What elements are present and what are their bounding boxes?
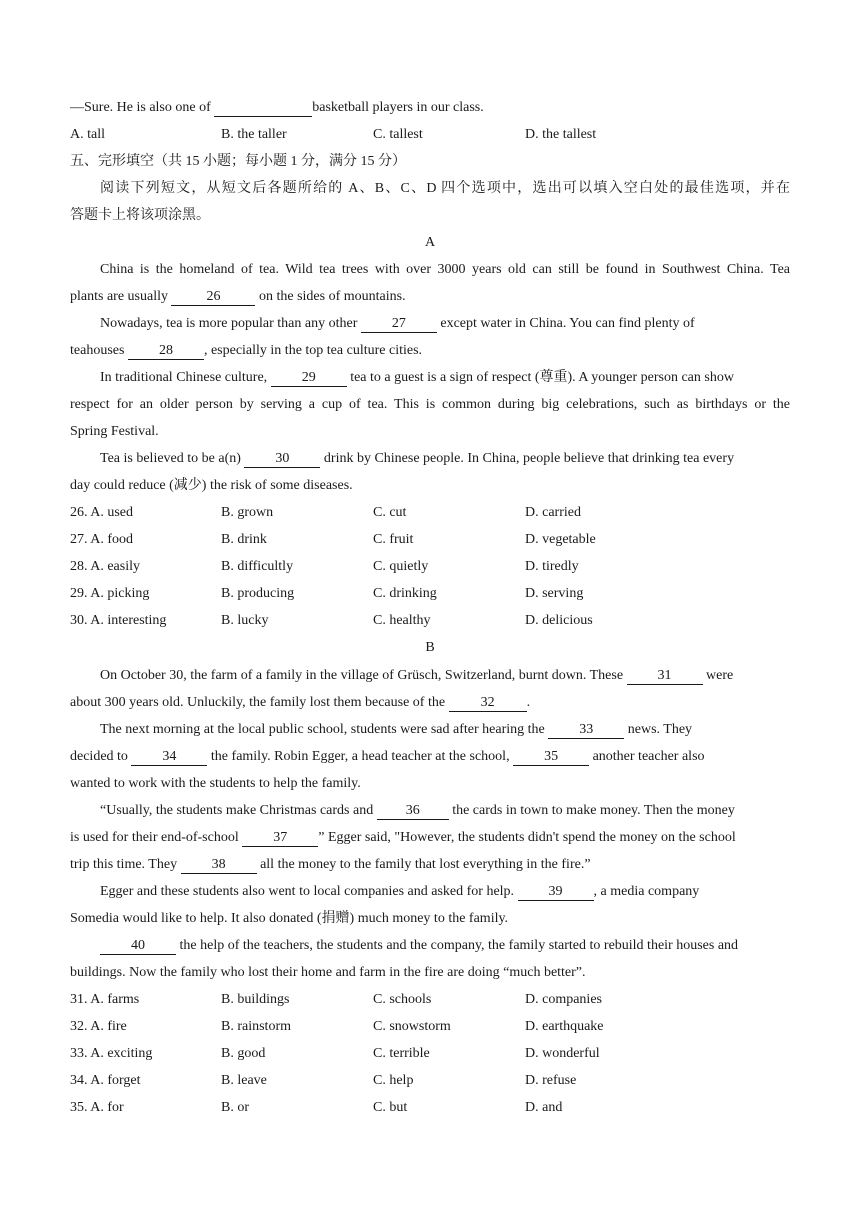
option: D. companies xyxy=(525,992,602,1007)
option: 26. A. used xyxy=(70,505,133,520)
option: D. refuse xyxy=(525,1073,577,1088)
passage-line xyxy=(70,828,790,848)
passage-line xyxy=(70,341,790,361)
blank-38: 38 xyxy=(181,857,257,874)
section-title: 五、完形填空（共 15 小题；每小题 1 分，满分 15 分） xyxy=(70,154,406,169)
blank-29: 29 xyxy=(271,370,347,387)
option: 33. A. exciting xyxy=(70,1046,153,1061)
option: C. quietly xyxy=(373,559,429,574)
option: D. earthquake xyxy=(525,1019,604,1034)
text: The next morning at the local public school, students were sad after hearing the xyxy=(100,722,549,737)
options-row xyxy=(70,1098,790,1118)
text: the family. Robin Egger, a head teacher at the school, xyxy=(207,749,514,764)
option: C. but xyxy=(373,1100,408,1115)
option: 30. A. interesting xyxy=(70,613,167,628)
option: B. leave xyxy=(221,1073,267,1088)
option: A. tall xyxy=(70,127,105,142)
option: 32. A. fire xyxy=(70,1019,127,1034)
passage-line: Spring Festival. xyxy=(70,424,159,439)
option: 34. A. forget xyxy=(70,1073,141,1088)
passage-line: respect for an older person by serving a cup of tea. This is common during big celebrations, such as birthdays or the xyxy=(70,397,790,412)
passage-line xyxy=(100,720,790,740)
option: B. good xyxy=(221,1046,266,1061)
blank-35: 35 xyxy=(513,749,589,766)
option: C. healthy xyxy=(373,613,431,628)
option: D. carried xyxy=(525,505,581,520)
text: , especially in the top tea culture cities. xyxy=(203,343,423,358)
text: all the money to the family that lost everything in the fire.” xyxy=(256,857,591,872)
passage-heading: B xyxy=(425,640,435,655)
option: C. schools xyxy=(373,992,432,1007)
option: C. tallest xyxy=(373,127,423,142)
text: On October 30, the farm of a family in the village of Grüsch, Switzerland, burnt down. These xyxy=(100,668,627,683)
option: B. producing xyxy=(221,586,295,601)
passage-line: Somedia would like to help. It also donated (捐赠) much money to the family. xyxy=(70,911,509,926)
text: ” Egger said, "However, the students didn't spend the money on the school xyxy=(318,830,736,845)
text: . xyxy=(526,695,531,710)
option: C. fruit xyxy=(373,532,414,547)
passage-line xyxy=(100,882,790,902)
passage-line: buildings. Now the family who lost their home and farm in the fire are doing “much better”. xyxy=(70,965,586,980)
option: C. terrible xyxy=(373,1046,430,1061)
text: “Usually, the students make Christmas cards and xyxy=(100,803,377,818)
option: B. lucky xyxy=(221,613,269,628)
option: C. snowstorm xyxy=(373,1019,451,1034)
option: D. delicious xyxy=(525,613,593,628)
option: B. grown xyxy=(221,505,274,520)
blank-27: 27 xyxy=(361,316,437,333)
text: trip this time. They xyxy=(70,857,181,872)
section-instruction: 阅读下列短文，从短文后各题所给的 A、B、C、D 四个选项中，选出可以填入空白处的最佳选项，并在 xyxy=(100,181,790,196)
option: D. wonderful xyxy=(525,1046,600,1061)
dialog-text: —Sure. He is also one of xyxy=(70,100,215,115)
passage-line xyxy=(100,449,790,469)
text: drink by Chinese people. In China, people believe that drinking tea every xyxy=(320,451,735,466)
option: 27. A. food xyxy=(70,532,133,547)
passage-line xyxy=(100,666,790,686)
text: on the sides of mountains. xyxy=(255,289,406,304)
text: plants are usually xyxy=(70,289,172,304)
option: B. or xyxy=(221,1100,249,1115)
text: except water in China. You can find plenty of xyxy=(436,316,695,331)
option: D. and xyxy=(525,1100,563,1115)
passage-line xyxy=(70,855,790,875)
options-row xyxy=(70,1071,790,1091)
text: Egger and these students also went to local companies and asked for help. xyxy=(100,884,518,899)
option: 28. A. easily xyxy=(70,559,140,574)
options-row xyxy=(70,1044,790,1064)
text: , a media company xyxy=(593,884,700,899)
blank-34: 34 xyxy=(131,749,207,766)
blank-26: 26 xyxy=(171,289,255,306)
option: B. rainstorm xyxy=(221,1019,291,1034)
options-row xyxy=(70,584,790,604)
option: D. tiredly xyxy=(525,559,579,574)
passage-line xyxy=(70,287,790,307)
options-row xyxy=(70,1017,790,1037)
blank-33: 33 xyxy=(548,722,624,739)
passage-line xyxy=(70,693,790,713)
passage-line: wanted to work with the students to help the family. xyxy=(70,776,361,791)
options-row xyxy=(70,530,790,550)
option: C. drinking xyxy=(373,586,437,601)
option: D. vegetable xyxy=(525,532,596,547)
blank-30: 30 xyxy=(244,451,320,468)
option: C. help xyxy=(373,1073,414,1088)
passage-line xyxy=(100,801,790,821)
blank-32: 32 xyxy=(449,695,527,712)
option: 35. A. for xyxy=(70,1100,124,1115)
blank-36: 36 xyxy=(377,803,449,820)
text: Tea is believed to be a(n) xyxy=(100,451,245,466)
text: In traditional Chinese culture, xyxy=(100,370,271,385)
options-row xyxy=(70,503,790,523)
option: 29. A. picking xyxy=(70,586,150,601)
options-row xyxy=(70,990,790,1010)
prev-question-options xyxy=(70,125,790,145)
text: the cards in town to make money. Then the money xyxy=(448,803,735,818)
option: B. difficultly xyxy=(221,559,294,574)
passage-line xyxy=(70,747,790,767)
options-row xyxy=(70,557,790,577)
text: tea to a guest is a sign of respect (尊重). A younger person can show xyxy=(346,370,734,385)
blank-40: 40 xyxy=(100,938,176,955)
text: the help of the teachers, the students and the company, the family started to rebuild their houses and xyxy=(176,938,739,953)
option: B. drink xyxy=(221,532,267,547)
passage-line xyxy=(100,314,790,334)
blank-39: 39 xyxy=(518,884,594,901)
passage-line: China is the homeland of tea. Wild tea trees with over 3000 years old can still be found in Southwest China. Tea xyxy=(100,262,790,277)
option: B. the taller xyxy=(221,127,287,142)
text: teahouses xyxy=(70,343,128,358)
answer-blank xyxy=(214,100,312,117)
text: another teacher also xyxy=(589,749,705,764)
blank-28: 28 xyxy=(128,343,204,360)
prev-question-dialog xyxy=(70,98,790,118)
option: B. buildings xyxy=(221,992,290,1007)
option: 31. A. farms xyxy=(70,992,140,1007)
blank-37: 37 xyxy=(242,830,318,847)
text: decided to xyxy=(70,749,132,764)
text: news. They xyxy=(624,722,693,737)
option: C. cut xyxy=(373,505,407,520)
option: D. serving xyxy=(525,586,584,601)
text: were xyxy=(702,668,734,683)
blank-31: 31 xyxy=(627,668,703,685)
section-instruction: 答题卡上将该项涂黑。 xyxy=(70,208,210,223)
passage-line: day could reduce (减少) the risk of some diseases. xyxy=(70,478,353,493)
passage-line xyxy=(100,936,790,956)
options-row xyxy=(70,611,790,631)
text: about 300 years old. Unluckily, the family lost them because of the xyxy=(70,695,449,710)
option: D. the tallest xyxy=(525,127,597,142)
passage-line xyxy=(100,368,790,388)
text: is used for their end-of-school xyxy=(70,830,243,845)
passage-heading: A xyxy=(424,235,436,250)
dialog-text: basketball players in our class. xyxy=(312,100,484,115)
text: Nowadays, tea is more popular than any other xyxy=(100,316,361,331)
